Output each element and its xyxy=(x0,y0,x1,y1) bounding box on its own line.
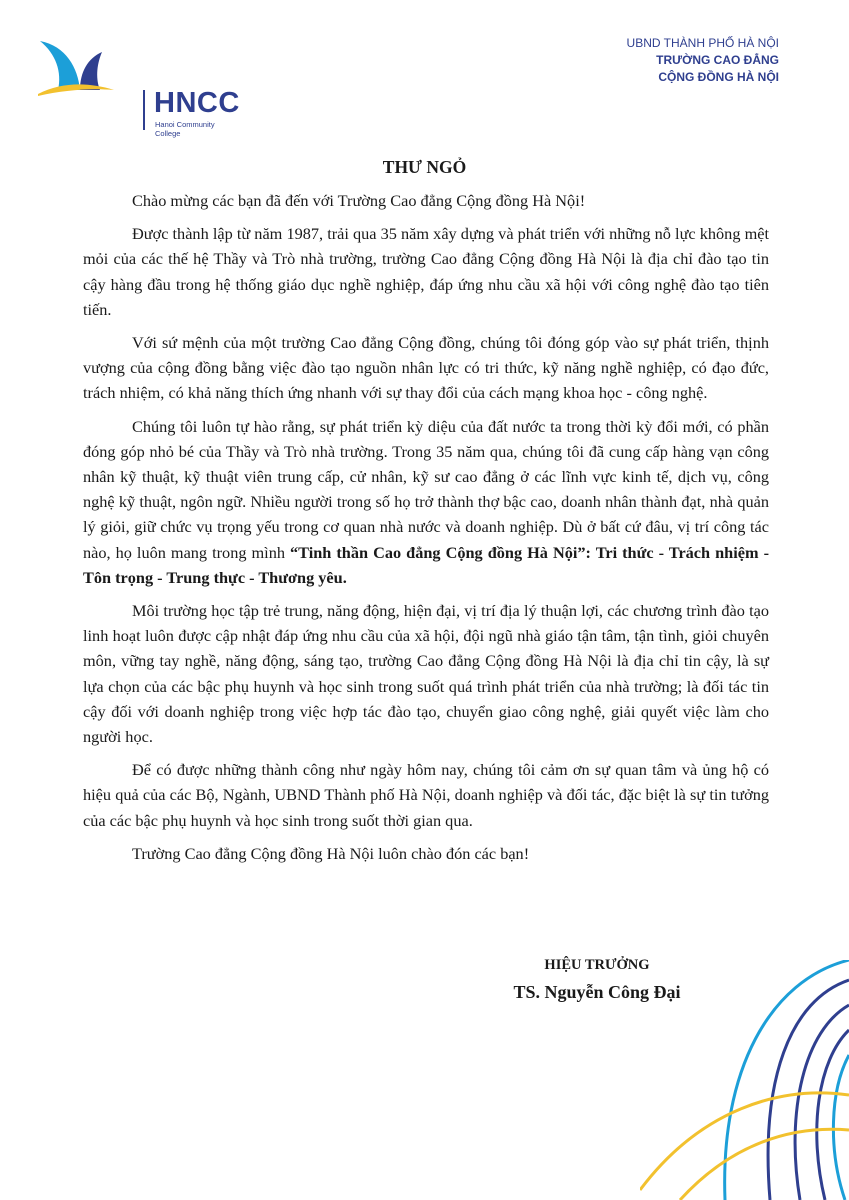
logo-subtitle: Hanoi Community College xyxy=(155,120,215,138)
letter-title: THƯ NGỎ xyxy=(382,157,467,177)
signer-name: TS. Nguyễn Công Đại xyxy=(513,982,681,1002)
header-line-1: UBND THÀNH PHỐ HÀ NỘI xyxy=(626,36,779,50)
college-spirit-motto: “Tinh thần Cao đẳng Cộng đồng Hà Nội”: Tri thức - Trách nhiệm - Tôn trọng - Trung thực - Thương yêu. xyxy=(83,542,770,587)
paragraph-achievements xyxy=(83,414,769,590)
school-header xyxy=(627,35,779,86)
paragraph-environment: Môi trường học tập trẻ trung, năng động, hiện đại, vị trí địa lý thuận lợi, các chương trình đào tạo linh hoạt luôn được cập nhật đáp ứng nhu cầu của xã hội, đội ngũ nhà giáo tận tâm, tận tình, giỏi chuyên môn, vững tay nghề, năng động, sáng tạo, trường Cao đẳng Cộng đồng Hà Nội là địa chỉ tin cậy, là sự lựa chọn của các bậc phụ huynh và học sinh trong suốt quá trình phát triển của nhà trường; là đối tác tin cậy đối với doanh nghiệp trong việc hợp tác đào tạo, chuyển giao công nghệ, giải quyết việc làm cho người học. xyxy=(83,601,769,747)
logo-wordmark: HNCC xyxy=(154,87,240,119)
logo-divider xyxy=(143,90,145,130)
header-line-2: TRƯỜNG CAO ĐẲNG xyxy=(656,53,779,67)
sail-logo-icon xyxy=(36,38,116,96)
header-line-3: CỘNG ĐỒNG HÀ NỘI xyxy=(658,70,779,84)
paragraph-history: Được thành lập từ năm 1987, trải qua 35 năm xây dựng và phát triển với những nỗ lực không mệt mỏi của các thế hệ Thầy và Trò nhà trường, trường Cao đẳng Cộng đồng Hà Nội là địa chỉ đào tạo tin cậy hàng đầu trong hệ thống giáo dục nghề nghiệp, đáp ứng nhu cầu xã hội với công nghệ đào tạo tiên tiến. xyxy=(83,224,769,319)
paragraph-mission: Với sứ mệnh của một trường Cao đẳng Cộng đồng, chúng tôi đóng góp vào sự phát triển, thịnh vượng của cộng đồng bằng việc đào tạo nguồn nhân lực có tri thức, kỹ năng nghề nghiệp, có đạo đức, trách nhiệm, có khả năng thích ứng nhanh với sự thay đổi của cách mạng khoa học - công nghệ. xyxy=(83,333,769,403)
closing-paragraph: Trường Cao đẳng Cộng đồng Hà Nội luôn chào đón các bạn! xyxy=(132,843,530,863)
signer-role: HIỆU TRƯỞNG xyxy=(544,957,650,973)
paragraph-achievements-text: Chúng tôi luôn tự hào rằng, sự phát triển kỳ diệu của đất nước ta trong thời kỳ đổi mới, có phần đóng góp nhỏ bé của Thầy và Trò nhà trường. Trong 35 năm qua, chúng tôi đã cung cấp hàng vạn công nhân kỹ thuật, kỹ thuật viên trung cấp, cử nhân, kỹ sư cao đẳng ở các lĩnh vực kinh tế, dịch vụ, công nghệ kỹ thuật, ngôn ngữ. Nhiều người trong số họ trở thành thợ bậc cao, doanh nhân thành đạt, nhà quản lý giỏi, giữ chức vụ trọng yếu trong cơ quan nhà nước và doanh nghiệp. Dù ở bất cứ đâu, vị trí công tác nào, họ luôn mang trong mình xyxy=(83,416,769,562)
paragraph-thanks: Để có được những thành công như ngày hôm nay, chúng tôi cảm ơn sự quan tâm và ủng hộ có hiệu quả của các Bộ, Ngành, UBND Thành phố Hà Nội, doanh nghiệp và đối tác, đặc biệt là sự tin tưởng của các bậc phụ huynh và học sinh trong suốt thời gian qua. xyxy=(83,760,769,830)
greeting-paragraph: Chào mừng các bạn đã đến với Trường Cao đẳng Cộng đồng Hà Nội! xyxy=(132,191,586,210)
college-logo xyxy=(36,38,240,138)
letter-body xyxy=(83,188,769,874)
decorative-swoosh-lines xyxy=(640,960,849,1200)
